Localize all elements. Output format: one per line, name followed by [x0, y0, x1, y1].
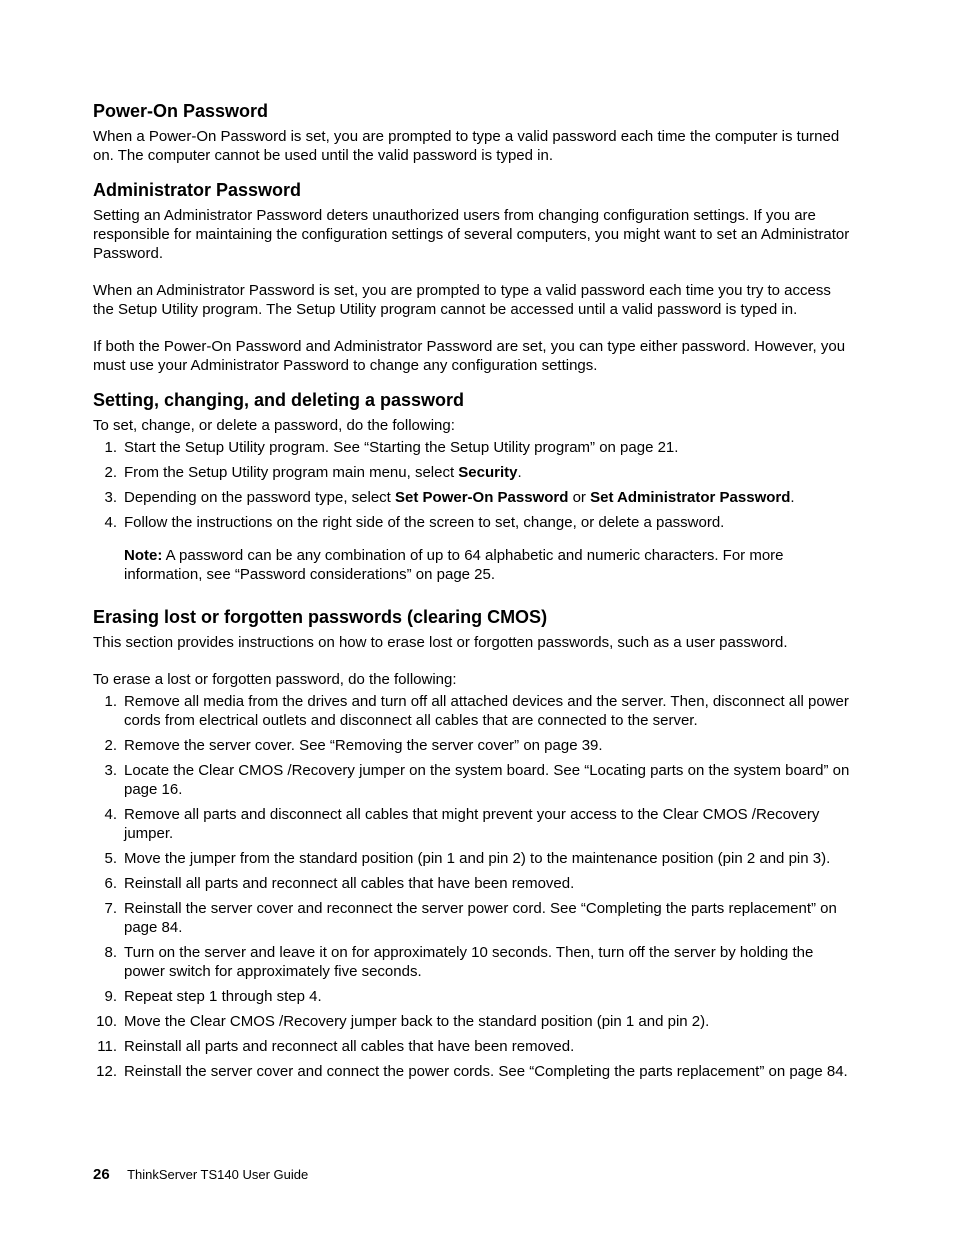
note	[124, 546, 853, 584]
list-item	[93, 987, 853, 1006]
list-number: 4.	[104, 514, 117, 531]
heading-power-on-password: Power-On Password	[93, 101, 269, 121]
list-item	[93, 1037, 853, 1056]
list-item	[93, 438, 853, 457]
heading-erasing-passwords: Erasing lost or forgotten passwords (clearing CMOS)	[93, 607, 548, 627]
list-text: From the Setup Utility program main menu, select Security.	[124, 464, 522, 481]
list-text: Move the Clear CMOS /Recovery jumper back to the standard position (pin 1 and pin 2).	[124, 1013, 710, 1030]
list-text: Locate the Clear CMOS /Recovery jumper on the system board. See “Locating parts on the system board” on page 16.	[124, 762, 850, 798]
list-item	[93, 513, 853, 532]
heading-setting-password: Setting, changing, and deleting a password	[93, 390, 465, 410]
list-number: 12.	[96, 1063, 117, 1080]
list-number: 5.	[104, 850, 117, 867]
list-item	[93, 692, 853, 730]
bold-set-administrator-password: Set Administrator Password	[590, 489, 791, 506]
list-number: 11.	[97, 1038, 117, 1055]
list-number: 2.	[104, 737, 117, 754]
list-item	[93, 899, 853, 937]
list-item	[93, 849, 853, 868]
list-text: Start the Setup Utility program. See “Starting the Setup Utility program” on page 21.	[124, 439, 679, 456]
paragraph: Setting an Administrator Password deters unauthorized users from changing configuration settings. If you are responsible for maintaining the configuration settings of several computers, you might want to set an Administrator Password.	[93, 207, 850, 262]
list-text: Reinstall all parts and reconnect all cables that have been removed.	[124, 875, 575, 892]
list-item	[93, 463, 853, 482]
page-content	[93, 100, 853, 1095]
note-label: Note:	[124, 547, 163, 564]
list-number: 1.	[104, 439, 117, 456]
section-power-on-password	[93, 100, 853, 165]
paragraph: When an Administrator Password is set, you are prompted to type a valid password each time you try to access the Setup Utility program. The Setup Utility program cannot be accessed until a valid password is typed in.	[93, 282, 831, 318]
list-number: 3.	[104, 762, 117, 779]
list-item	[93, 943, 853, 981]
paragraph: This section provides instructions on how to erase lost or forgotten passwords, such as a user password.	[93, 634, 788, 651]
note-text: A password can be any combination of up to 64 alphabetic and numeric characters. For more information, see “Password considerations” on page 25.	[124, 547, 784, 583]
footer-title: ThinkServer TS140 User Guide	[127, 1167, 309, 1182]
list-item	[93, 488, 853, 507]
list-number: 4.	[104, 806, 117, 823]
list-text: Reinstall the server cover and reconnect the server power cord. See “Completing the parts replacement” on page 84.	[124, 900, 837, 936]
list-text: Turn on the server and leave it on for approximately 10 seconds. Then, turn off the server by holding the power switch for approximately five seconds.	[124, 944, 814, 980]
section-setting-password	[93, 389, 853, 584]
steps-list	[93, 438, 853, 532]
heading-administrator-password: Administrator Password	[93, 180, 302, 200]
list-number: 9.	[104, 988, 117, 1005]
list-text: Repeat step 1 through step 4.	[124, 988, 322, 1005]
list-number: 7.	[104, 900, 117, 917]
list-text: Remove all media from the drives and turn off all attached devices and the server. Then, disconnect all power cords from electrical outlets and disconnect all cables that are connected to the server.	[124, 693, 849, 729]
list-number: 10.	[96, 1013, 117, 1030]
list-number: 3.	[104, 489, 117, 506]
paragraph: To erase a lost or forgotten password, do the following:	[93, 671, 457, 688]
paragraph: When a Power-On Password is set, you are prompted to type a valid password each time the computer is turned on. The computer cannot be used until the valid password is typed in.	[93, 128, 840, 164]
steps-list	[93, 692, 853, 1081]
list-number: 2.	[104, 464, 117, 481]
section-administrator-password	[93, 179, 853, 375]
list-text: Remove the server cover. See “Removing the server cover” on page 39.	[124, 737, 603, 754]
list-item	[93, 805, 853, 843]
bold-set-power-on-password: Set Power-On Password	[395, 489, 569, 506]
list-number: 6.	[104, 875, 117, 892]
list-item	[93, 736, 853, 755]
list-item	[93, 1062, 853, 1081]
list-item	[93, 1012, 853, 1031]
page-footer	[93, 1166, 308, 1184]
list-number: 1.	[104, 693, 117, 710]
list-text: Reinstall all parts and reconnect all cables that have been removed.	[124, 1038, 575, 1055]
paragraph: To set, change, or delete a password, do the following:	[93, 417, 455, 434]
page-number: 26	[93, 1166, 110, 1183]
list-text: Depending on the password type, select Set Power-On Password or Set Administrator Password.	[124, 489, 795, 506]
section-erasing-passwords	[93, 606, 853, 1081]
list-text: Reinstall the server cover and connect the power cords. See “Completing the parts replacement” on page 84.	[124, 1063, 848, 1080]
list-text: Move the jumper from the standard position (pin 1 and pin 2) to the maintenance position (pin 2 and pin 3).	[124, 850, 831, 867]
list-number: 8.	[104, 944, 117, 961]
list-text: Remove all parts and disconnect all cables that might prevent your access to the Clear CMOS /Recovery jumper.	[124, 806, 820, 842]
paragraph: If both the Power-On Password and Administrator Password are set, you can type either password. However, you must use your Administrator Password to change any configuration settings.	[93, 338, 846, 374]
list-text: Follow the instructions on the right side of the screen to set, change, or delete a password.	[124, 514, 725, 531]
list-item	[93, 874, 853, 893]
bold-security: Security	[458, 464, 518, 481]
list-item	[93, 761, 853, 799]
